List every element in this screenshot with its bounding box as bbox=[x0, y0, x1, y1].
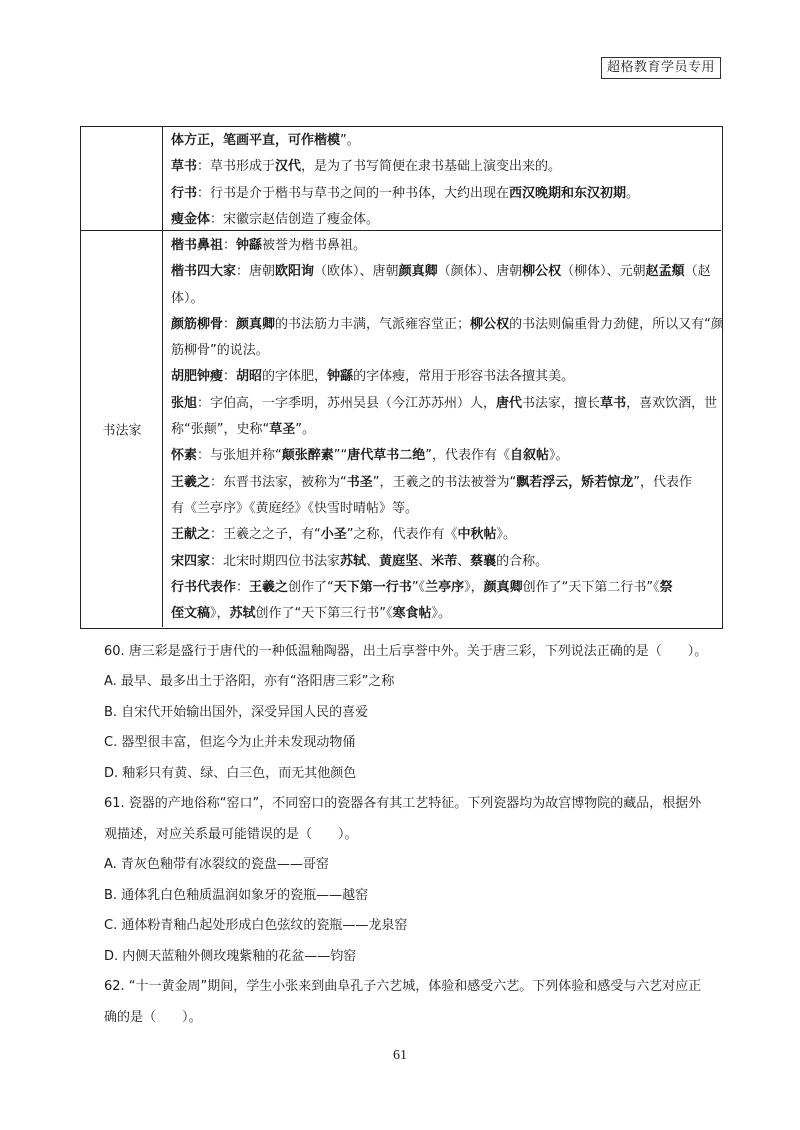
text-run: 体）。 bbox=[171, 290, 204, 306]
bold-term: 书圣 bbox=[346, 474, 373, 490]
text-run: （颜体）、唐朝 bbox=[437, 264, 523, 280]
table-text-line bbox=[171, 470, 715, 496]
question-61-stem-line2: 观描述，对应关系最可能错误的是（ ）。 bbox=[104, 827, 358, 842]
text-run: ：行书是介于楷书与草书之间的一种书体，大约出现在 bbox=[197, 185, 510, 201]
bold-term: 钟繇 bbox=[327, 369, 354, 385]
header-tag: 超格教育学员专用 bbox=[601, 57, 721, 79]
bold-term: 张旭 bbox=[171, 395, 198, 411]
text-run: ”，王羲之的书法被誉为“ bbox=[372, 474, 517, 490]
page-number: 61 bbox=[393, 1048, 407, 1063]
bold-term: 宋四家 bbox=[171, 553, 211, 569]
text-run: 》， bbox=[210, 606, 230, 622]
question-61-stem-line1: 61. 瓷器的产地俗称“窑口”，不同窑口的瓷器各有其工艺特征。下列瓷器均为故宫博物院的藏品，根据外 bbox=[104, 796, 702, 811]
text-run: ： bbox=[223, 238, 237, 253]
text-run: 》。 bbox=[549, 448, 569, 464]
text-run: 、 bbox=[366, 553, 380, 569]
bold-term: 楷书鼻祖 bbox=[171, 238, 224, 253]
bold-term: 草书 bbox=[171, 159, 198, 175]
text-run: ：字伯高，一字季明，苏州吴县（今江苏苏州）人， bbox=[197, 395, 497, 411]
text-run: 》。 bbox=[496, 527, 517, 543]
bold-term: 胡肥钟瘦 bbox=[171, 369, 224, 385]
bold-term: 天下第一行书 bbox=[333, 579, 412, 595]
bold-term: 欧阳询 bbox=[275, 264, 315, 280]
table-text-line bbox=[171, 233, 715, 259]
table-text-line bbox=[171, 417, 715, 443]
table-text-line bbox=[171, 496, 715, 522]
bold-term: 飘若浮云，矫若惊龙 bbox=[516, 474, 634, 490]
text-run: ”《 bbox=[411, 579, 426, 595]
table-text-line bbox=[171, 443, 715, 469]
text-run: ：王羲之之子，有“ bbox=[210, 527, 321, 543]
text-run: ”之称，代表作有《 bbox=[346, 527, 458, 543]
bold-term: 黄庭坚 bbox=[379, 553, 419, 569]
text-run: ”，代表作有《 bbox=[425, 448, 511, 464]
bold-term: 楷书四大家 bbox=[171, 264, 237, 280]
text-run: ： bbox=[223, 316, 237, 332]
text-run: ：唐朝 bbox=[236, 264, 276, 280]
bold-term: 中秋帖 bbox=[457, 527, 497, 543]
bold-term: 自叙帖 bbox=[510, 448, 550, 464]
text-run: ”。 bbox=[340, 133, 360, 148]
table-text-line bbox=[171, 312, 724, 338]
text-run: 、 bbox=[418, 553, 432, 569]
row-label-cell bbox=[81, 126, 163, 230]
table-text-line bbox=[171, 338, 715, 364]
bold-term: 苏轼 bbox=[340, 553, 367, 569]
text-run: ：宋徽宗赵佶创造了瘦金体。 bbox=[210, 211, 380, 227]
question-60-option-c: C. 器型很丰富，但迄今为止并未发现动物俑 bbox=[104, 735, 356, 750]
text-run: 创作了“ bbox=[288, 579, 334, 595]
question-60-option-b: B. 自宋代开始输出国外，深受异国人民的喜爱 bbox=[104, 705, 369, 720]
text-run: ”“ bbox=[333, 448, 348, 464]
row-content-cell bbox=[165, 231, 724, 627]
question-61-option-b: B. 通体乳白色釉质温润如象牙的瓷瓶——越窑 bbox=[104, 888, 369, 903]
text-run: 的合称。 bbox=[496, 553, 549, 569]
row-content-cell bbox=[165, 126, 721, 230]
text-run: 创作了“天下第三行书”《 bbox=[255, 606, 393, 622]
text-run: 、 bbox=[457, 553, 471, 569]
bold-term: 祭 bbox=[659, 579, 673, 595]
bold-term: 钟繇 bbox=[236, 238, 263, 253]
bold-term: 蔡襄 bbox=[470, 553, 497, 569]
text-run: 的书法则偏重骨力劲健，所以又有“颜 bbox=[509, 316, 724, 332]
text-run: ，喜欢饮酒，世 bbox=[626, 395, 718, 411]
bold-term: 兰亭序 bbox=[425, 579, 465, 595]
bold-term: 寒食帖 bbox=[392, 606, 432, 622]
table-text-line bbox=[171, 364, 715, 390]
bold-term: 颜筋柳骨 bbox=[171, 316, 224, 332]
question-61-option-d: D. 内侧天蓝釉外侧玫瑰紫釉的花盆——钧窑 bbox=[104, 949, 357, 964]
question-61-option-a: A. 青灰色釉带有冰裂纹的瓷盘——哥窑 bbox=[104, 857, 329, 872]
text-run: ，是为了书写简便在隶书基础上演变出来的。 bbox=[301, 159, 562, 175]
bold-term: 体方正，笔画平直，可作楷模 bbox=[171, 133, 341, 148]
question-60-option-a: A. 最早、最多出土于洛阳，亦有“洛阳唐三彩”之称 bbox=[104, 674, 395, 689]
question-61-option-c: C. 通体粉青釉凸起处形成白色弦纹的瓷瓶——龙泉窑 bbox=[104, 918, 408, 933]
bold-term: 颜真卿 bbox=[483, 579, 523, 595]
table-text-line bbox=[171, 601, 715, 627]
calligraphy-table bbox=[80, 126, 723, 629]
bold-term: 小圣 bbox=[320, 527, 347, 543]
table-text-line bbox=[171, 549, 715, 575]
text-run: （赵 bbox=[684, 264, 711, 280]
text-run: ： bbox=[236, 579, 250, 595]
table-text-line bbox=[171, 154, 715, 180]
text-run: 的字体肥， bbox=[262, 369, 328, 385]
table-text-line bbox=[171, 575, 715, 601]
text-run: 称“张颠”，史称“ bbox=[171, 422, 270, 438]
question-60-stem: 60. 唐三彩是盛行于唐代的一种低温釉陶器，出土后享誉中外。关于唐三彩，下列说法正确的是（ ）。 bbox=[104, 644, 708, 659]
table-text-line bbox=[171, 286, 715, 312]
bold-term: 西汉晚期和东汉初期 bbox=[509, 185, 627, 201]
table-row bbox=[81, 126, 721, 231]
table-text-line bbox=[171, 207, 715, 233]
text-run: ”，代表作 bbox=[633, 474, 693, 490]
text-run: 》。 bbox=[431, 606, 452, 622]
bold-term: 苏轼 bbox=[229, 606, 256, 622]
text-run: 筋柳骨”的说法。 bbox=[171, 343, 269, 359]
text-run: （欧体）、唐朝 bbox=[314, 264, 399, 280]
table-text-line bbox=[171, 259, 715, 285]
table-text-line bbox=[171, 391, 718, 417]
question-60-option-d: D. 釉彩只有黄、绿、白三色，而无其他颜色 bbox=[104, 766, 357, 781]
bold-term: 草圣 bbox=[269, 422, 296, 438]
bold-term: 草书 bbox=[600, 395, 627, 411]
row-label-cell bbox=[81, 231, 163, 627]
row-label-calligraphers: 书法家 bbox=[102, 423, 142, 439]
text-run: 被誉为楷书鼻祖。 bbox=[262, 238, 367, 253]
bold-term: 柳公权 bbox=[522, 264, 562, 280]
text-run: ： bbox=[223, 369, 237, 385]
bold-term: 王献之 bbox=[171, 527, 211, 543]
table-row bbox=[81, 231, 724, 627]
bold-term: 胡昭 bbox=[236, 369, 263, 385]
bold-term: 侄文稿 bbox=[171, 606, 211, 622]
text-run: 》， bbox=[464, 579, 484, 595]
text-run: 。 bbox=[626, 185, 640, 201]
text-run: （柳体）、元朝 bbox=[561, 264, 646, 280]
text-run: 的书法筋力丰满，气派雍容堂正； bbox=[275, 316, 471, 332]
bold-term: 颜真卿 bbox=[236, 316, 276, 332]
text-run: ”。 bbox=[295, 422, 315, 438]
bold-term: 柳公权 bbox=[470, 316, 510, 332]
bold-term: 王羲之 bbox=[171, 474, 211, 490]
bold-term: 唐代草书二绝 bbox=[347, 448, 426, 464]
bold-term: 唐代 bbox=[496, 395, 523, 411]
table-text-line bbox=[171, 128, 715, 154]
bold-term: 瘦金体 bbox=[171, 211, 211, 227]
question-62-stem-line2: 确的是（ ）。 bbox=[104, 1010, 202, 1025]
table-text-line bbox=[171, 181, 715, 207]
text-run: ：东晋书法家，被称为“ bbox=[210, 474, 347, 490]
bold-term: 汉代 bbox=[275, 159, 302, 175]
bold-term: 王羲之 bbox=[249, 579, 289, 595]
text-run: 有《兰亭序》《黄庭经》《快雪时晴帖》等。 bbox=[171, 500, 419, 516]
bold-term: 颠张醉素 bbox=[281, 448, 334, 464]
bold-term: 怀素 bbox=[171, 448, 198, 464]
text-run: ：北宋时期四位书法家 bbox=[210, 553, 341, 569]
table-text-line bbox=[171, 522, 715, 548]
bold-term: 颜真卿 bbox=[398, 264, 438, 280]
bold-term: 行书代表作 bbox=[171, 579, 237, 595]
text-run: 书法家，擅长 bbox=[522, 395, 601, 411]
text-run: 创作了“天下第二行书”《 bbox=[522, 579, 660, 595]
question-62-stem-line1: 62. “十一黄金周”期间，学生小张来到曲阜孔子六艺城，体验和感受六艺。下列体验和感受与六艺对应正 bbox=[104, 979, 702, 994]
text-run: 的字体瘦，常用于形容书法各擅其美。 bbox=[353, 369, 575, 385]
bold-term: 米芾 bbox=[431, 553, 458, 569]
text-run: ：草书形成于 bbox=[197, 159, 276, 175]
text-run: ：与张旭并称“ bbox=[197, 448, 282, 464]
bold-term: 行书 bbox=[171, 185, 198, 201]
bold-term: 赵孟頫 bbox=[645, 264, 685, 280]
